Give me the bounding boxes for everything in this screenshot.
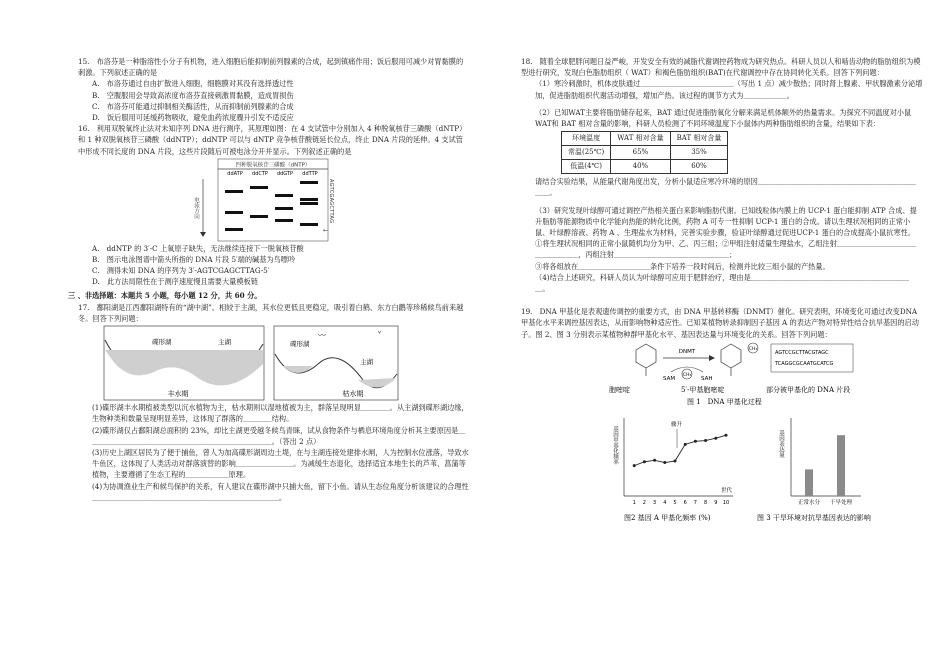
q18-part4: （4)结合上述研究，科研人员认为叶绿醇可应用于肥胖治疗，理由是＿＿＿＿＿＿＿＿＿＿＿＿＿＿＿＿＿＿＿＿＿＿＿。 (535, 272, 909, 294)
fig2-x-tick: 2 (642, 499, 646, 506)
fig3-y-label: 基因表达量 (778, 429, 784, 458)
q16-option-c: C. 测得未知 DNA 的序列为 3′-AGTCGAGCTTAG-5′ (92, 266, 270, 276)
fig2-series-line (634, 435, 726, 465)
table-header-temp: 环境温度 (562, 132, 611, 146)
table-header-wat: WAT 相对含量 (611, 132, 670, 146)
gel-band (275, 219, 293, 222)
fig1-caption: 图 1 DNA 甲基化过程 (687, 397, 762, 406)
lane-label-c: ddCTP (252, 170, 268, 177)
fig3-caption: 图 3 干旱环境对抗旱基因表达的影响 (757, 513, 871, 522)
fig3-bar (805, 469, 813, 496)
fig2-fig3-charts (521, 410, 923, 528)
left-column (68, 56, 470, 503)
lane-label-a: ddATP (227, 170, 243, 177)
gel-band (225, 228, 243, 231)
gel-band (275, 194, 293, 197)
sam-label: SAM (663, 375, 676, 382)
fig2-x-tick: 7 (693, 499, 697, 506)
fig2-x-tick: 6 (683, 499, 687, 506)
bird-icon: ᵛ (378, 329, 382, 339)
q16-stem: 16. 利用双脱氧终止法对未知序列 DNA 进行测序，其原理如图：在 4 支试管中分别加入 4 种脱氧核苷三磷酸（dNTP）和 1 种双脱氧核苷三磷酸（ddNTP）；ddNTP 可以与 dNTP 竞争核苷酸链延长位点，终止 DNA 片段的延伸。4 支试管中形成不同长度的 DNA 片段，这些片段随后可被电泳分开并显示。下列叙述正确的是 (78, 124, 467, 156)
dry-season-caption: 枯水期 (342, 390, 364, 399)
fig2-point (694, 440, 697, 443)
q18-part3: （3）研究发现叶绿醇可通过调控产热相关蛋白来影响脂肪代谢。已知线粒体内膜上的 UCP-1 蛋白能抑制 ATP 合成、提升脂肪等能源物质中化学能向热能的转化比例，药物 A 可专一性抑制 UCP-1 蛋白的合成。请以生理状况相同的正常小鼠、叶绿醇溶液、药物 A 、生理盐水为材料，完善实验步骤，验证叶绿醇通过促进UCP-1 蛋白的合成提高小鼠抗寒性。 (535, 205, 917, 238)
q17-stem: 17. 鄱阳湖是江西鄱阳湖特有的“湖中湖”。相较于主湖，其水位更低且更稳定，吸引着白鹤、东方白鹳等珍稀候鸟前来越冬。回答下列问题： (78, 302, 464, 324)
fig2-point (725, 434, 728, 437)
gel-band (300, 198, 318, 201)
q16-option-d: D. 此方法局限性在于测序速度慢且需要大量模板链 (92, 277, 258, 287)
fig3-category-label: 干旱处理 (829, 499, 853, 506)
gel-bands (225, 181, 318, 231)
fig2-caption: 图2 基因 A 甲基化频率 (%) (624, 513, 711, 522)
fig2-x-tick: 1 (632, 499, 636, 506)
table-row: 常温(25℃) 65% 35% (562, 146, 728, 160)
label-cytosine: 胞嘧啶 (609, 385, 630, 394)
q17-part3: (3)历史上湖区居民为了便于捕鱼，曾人为加高碟形湖周边土堤，在与主湖连接处建排水闸，人为控制水位涨落，导致水牛鱼区，这体现了人类活动对群落演替的影响＿＿＿＿＿＿＿＿。为减缓生态退化，选择适宜本地生长的芦苇、菖蒲等植物，主要遵循了生态工程的＿＿＿＿＿＿原理。 (92, 448, 469, 480)
gel-band (300, 202, 318, 205)
gel-band (300, 223, 318, 226)
dry-label-dish-lake: 碟形湖 (290, 340, 310, 349)
fig3-category-label: 正常水分 (797, 499, 821, 506)
fig2-point (663, 461, 666, 464)
gel-band (250, 215, 268, 218)
q15-stem: 15. 布洛芬是一种脂溶性小分子有机物，进入细胞后能抑制前列腺素的合成，起到镇痛作用；饭后服用可减少对胃黏膜的刺激。下列叙述正确的是 (78, 57, 464, 78)
lake-figure (78, 324, 470, 402)
fig2-x-label: 世代 (721, 487, 733, 494)
gel-band (225, 211, 243, 214)
q15-option-d: D. 饭后服用可延缓药物吸收，避免血药浓度骤升引发不适反应 (92, 113, 294, 123)
cytosine-structure-icon (636, 344, 656, 376)
table-row: 低温(4℃) 40% 60% (562, 160, 728, 174)
gel-sequence: AGTCGAGCTTAG (328, 178, 334, 224)
electrophoresis-label: 电泳方向 (193, 196, 199, 219)
q19-stem: 19. DNA 甲基化是表观遗传调控的重要方式，由 DNA 甲基转移酶（DNMT）催化。研究表明，环境变化可通过改变DNA 甲基化水平来调控基因表达，从而影响物种适应性。已知某植物转录抑制因子基因 A 的表达产物对特异性结合抗旱基因的启动子。图 2、图 3 分别表示某植物种群甲基化水平、基因表达量与环境变化的关系。回答下列问题： (521, 307, 919, 339)
gel-band (250, 186, 268, 189)
q18-part2: （2）已知WAT主要将脂肪储存起来，BAT 通过促进脂肪氧化分解来满足机体额外的热量需求。为探究不同温度对小鼠WAT和 BAT 相对含量的影响，科研人员检测了不同环境温度下小鼠体内两种脂肪组织的含量，结果如下表： (535, 107, 912, 129)
section-3-heading: 三 、非选择题：本题共 5 小题，每小题 12 分，共 60 分。 (68, 290, 262, 300)
table-header-bat: BAT 相对含量 (670, 132, 728, 146)
lane-label-g: ddGTP (276, 170, 294, 177)
methyl-badge-label-2: CH₃ (748, 346, 758, 352)
gel-band (275, 207, 293, 210)
dna-seq-top: AGTCCGCTTACGTAGC (775, 349, 829, 356)
fig2-point (704, 439, 707, 442)
fig2-point (684, 443, 687, 446)
fig2-point (643, 460, 646, 463)
q17-part2: (2)碟形湖仅占鄱阳湖总面积的 23%，却比主湖更受越冬候鸟青睐，试从食物条件与栖息环境角度分析其主要原因是＿＿＿＿＿＿＿＿＿＿＿＿＿＿＿＿＿＿＿＿＿＿＿＿＿＿。（答出 2 点） (92, 425, 466, 446)
dna-seq-bottom: TCAGGCGCAATGCATCG (775, 360, 834, 367)
q17-part4: (4)为协调渔业生产和候鸟保护的关系，有人建议在碟形湖中只捕大鱼，留下小鱼。请从生态位角度分析该建议的合理性＿＿＿＿＿＿＿＿＿＿＿＿＿＿＿＿＿＿＿＿＿＿＿＿＿＿。 (92, 481, 469, 502)
q16-option-b: B. 图示电泳图谱中箭头所指的 DNA 片段 5′端的碱基为鸟嘌呤 (92, 255, 296, 265)
q16-option-a: A. ddNTP 的 3′-C 上氧原子缺失，无法继续连接下一脱氧核苷酸 (92, 243, 304, 253)
fig2-line-chart (612, 418, 733, 522)
label-dna-fragment: 部分被甲基化的 DNA 片段 (766, 385, 851, 394)
gel-arrow-icon: ← (323, 226, 329, 234)
fig2-point (633, 464, 636, 467)
q18-part1: （1）寒冷刺激时，机体皮肤通过＿＿＿＿＿＿＿＿＿＿＿＿＿（写出 1 点）减少散热；同时肾上腺素、甲状腺激素分泌增加，促进脂肪组织代谢活动增强，增加产热。该过程的调节方式为＿＿＿＿＿＿。 (535, 79, 923, 100)
q18-part3-step1-2: ①将生理状况相同的正常小鼠随机均分为甲、乙、丙三组；②甲组注射适量生理盐水，乙组注射＿＿＿＿＿＿＿＿＿＿＿＿＿＿＿＿＿，丙组注射＿＿＿＿＿＿＿＿＿＿＿＿＿＿＿＿； (535, 239, 916, 260)
fat-tissue-table (561, 131, 728, 174)
sequencing-gel-figure (78, 157, 470, 243)
fig2-point (674, 459, 677, 462)
gel-header: 四种脱氧核苷三磷酸（dNTP） (235, 162, 311, 169)
bird-icon: 〰 (318, 331, 326, 341)
fig3-bar-chart (757, 418, 871, 522)
fig2-annotation: 骤升 (671, 421, 683, 428)
label-methylcytosine: 5′-甲基胞嘧啶 (681, 385, 725, 394)
fig2-x-tick: 9 (714, 499, 718, 506)
wet-season-panel (104, 326, 264, 400)
methyl-badge-label: CH₃ (682, 372, 692, 378)
wet-label-dish-lake: 碟形湖 (152, 338, 172, 347)
q18-stem: 18. 随着全球肥胖问题日益严峻，开发安全有效的减脂代谢调控药物成为研究热点。科研人员以人和啮齿动物的脂肪组织为模型进行研究，发现白色脂肪组织（ WAT）和褐色脂肪组织(BAT)在代谢调控中存在协同转化关系。回答下列问题： (521, 57, 921, 78)
methylcytosine-structure-icon (721, 344, 741, 376)
q15-option-a: A. 布洛芬通过自由扩散进入细胞，细胞膜对其没有选择透过性 (92, 79, 294, 89)
fig2-x-tick: 10 (722, 499, 730, 506)
fig3-bar (837, 435, 845, 496)
sah-label: SAH (701, 375, 713, 382)
gel-band (225, 190, 243, 193)
q15-option-c: C. 布洛芬可能通过抑制相关酶活性，从而抑制前列腺素的合成 (92, 101, 294, 111)
lane-label-t: ddTTP (302, 170, 318, 177)
fig2-y-label: 基因甲基化频率 (612, 425, 618, 465)
wet-label-main-lake: 主湖 (218, 338, 231, 347)
fig2-point (714, 437, 717, 440)
fig2-x-tick: 4 (663, 499, 667, 506)
fig2-point (653, 459, 656, 462)
dry-label-main-lake: 主湖 (360, 358, 373, 367)
q17-part1: (1)碟形湖丰水期植被类型以沉水植物为主，枯水期则以湿地植被为主，群落呈现明显＿＿＿＿。从主湖到碟形湖边缘，生物种类和数量呈现明显差异，这体现了群落的＿＿＿＿结构。 (92, 403, 469, 424)
q18-part3-step3: ③将各组放在＿＿＿＿＿＿＿＿＿＿条件下培养一段时间后，检测并比较三组小鼠的产热量。 (535, 261, 830, 271)
wet-season-caption: 丰水期 (167, 390, 189, 399)
methylation-process-figure (521, 340, 923, 410)
fig2-x-tick: 5 (673, 499, 677, 506)
right-column (521, 56, 923, 528)
gel-band (300, 181, 318, 184)
fig2-x-tick: 8 (704, 499, 708, 506)
electrophoresis-direction (193, 179, 206, 237)
enzyme-label: DNMT (678, 348, 696, 355)
q15-option-b: B. 空腹服用会导致高浓度布洛芬直接刺激胃黏膜，造成胃损伤 (92, 90, 294, 100)
fig2-x-tick: 3 (653, 499, 657, 506)
q18-part2-question: 请结合实验结果，从能量代谢角度出发，分析小鼠适应寒冷环境的原因＿＿＿＿＿＿＿＿＿＿＿＿＿＿＿＿＿＿＿＿＿＿＿＿。 (535, 177, 916, 198)
